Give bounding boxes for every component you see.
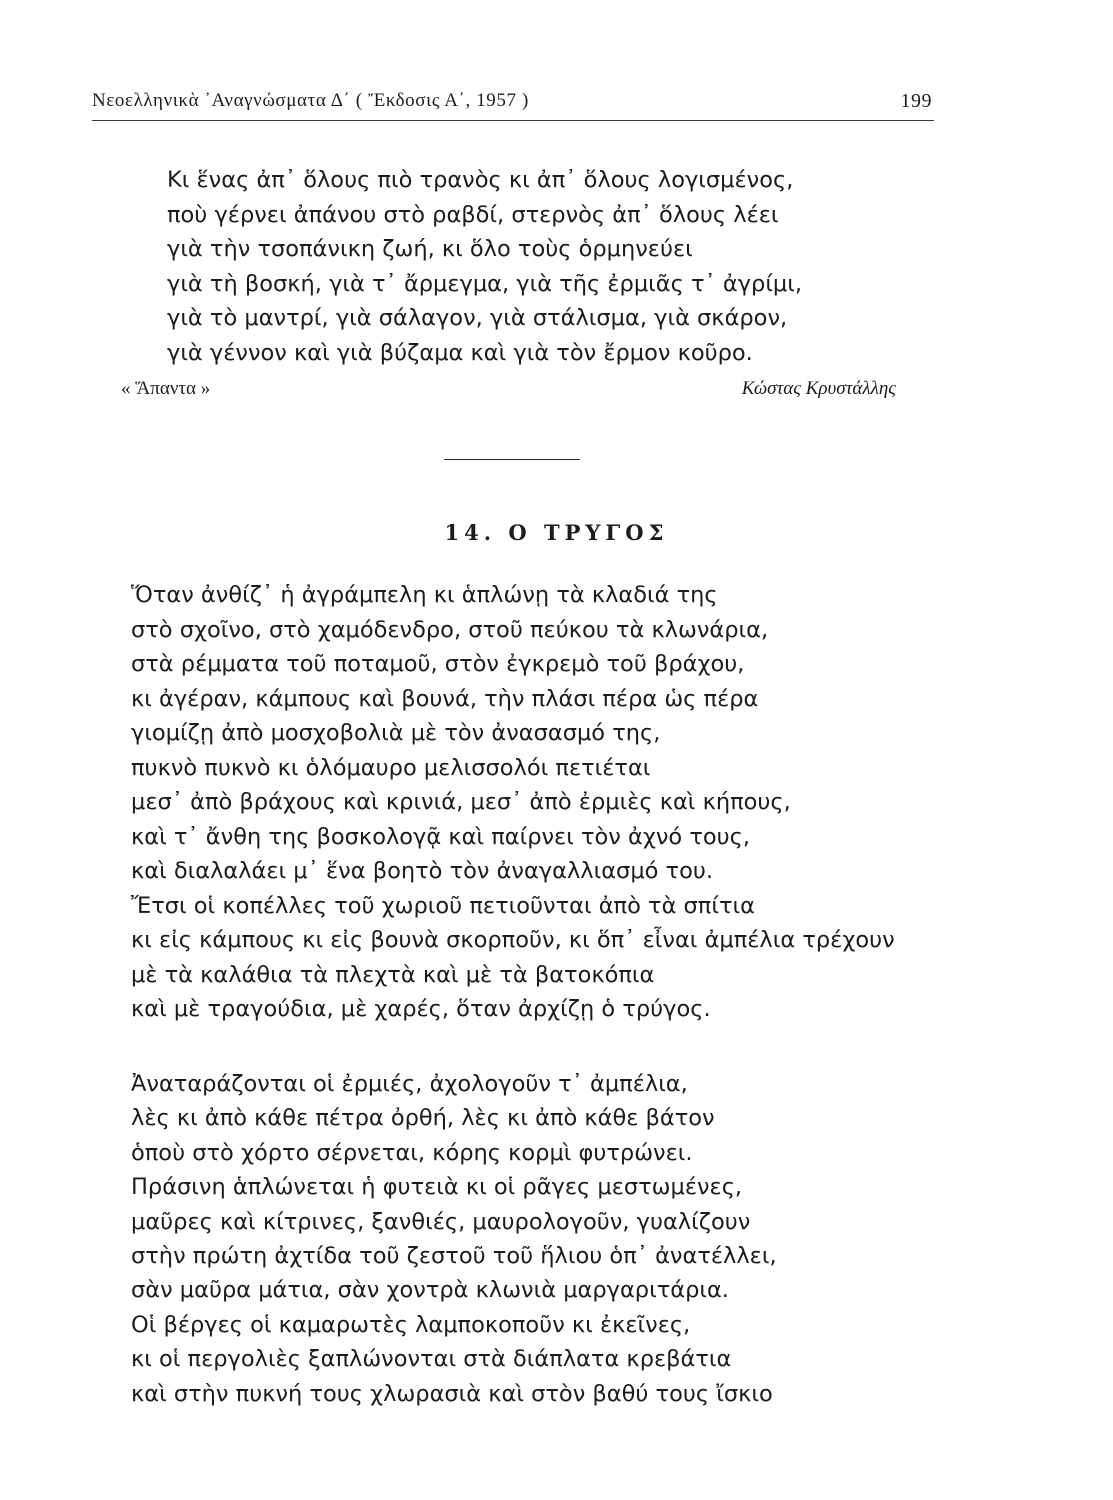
poem-line: καὶ τ᾿ ἄνθη της βοσκολογᾷ καὶ παίρνει τὸν ἀχνό τους,	[131, 823, 751, 850]
running-title: Νεοελληνικὰ ᾿Αναγνώσματα Δ΄ ( Ἔκδοσις Α΄, 1957 )	[92, 90, 529, 111]
poem-stanza-2	[131, 1067, 777, 1411]
page-header	[92, 86, 962, 126]
poem-line: στὴν πρώτη ἀχτίδα τοῦ ζεστοῦ τοῦ ἥλιου ὁπ᾿ ἀνατέλλει,	[131, 1242, 777, 1269]
source-title: « Ἅπαντα »	[121, 378, 211, 399]
poem-line: γιὰ τὴν τσοπάνικη ζωή, κι ὅλο τοὺς ὁρμηνεύει	[167, 236, 693, 262]
poem-line: γιὰ τὴ βοσκή, γιὰ τ᾿ ἄρμεγμα, γιὰ τῆς ἐρμιᾶς τ᾿ ἀγρίμι,	[167, 270, 803, 297]
poem-line: καὶ μὲ τραγούδια, μὲ χαρές, ὅταν ἀρχίζῃ ὁ τρύγος.	[131, 996, 711, 1022]
section-divider	[444, 459, 580, 460]
poem-line: πυκνὸ πυκνὸ κι ὁλόμαυρο μελισσολόι πετιέται	[131, 754, 651, 781]
poem-line: μεσ᾿ ἀπὸ βράχους καὶ κρινιά, μεσ᾿ ἀπὸ ἐρμιὲς καὶ κήπους,	[131, 789, 791, 815]
poem-line: γιομίζῃ ἀπὸ μοσχοβολιὰ μὲ τὸν ἀνασασμό της,	[131, 720, 661, 746]
poem-line: κι εἰς κάμπους κι εἰς βουνὰ σκορποῦν, κι ὅπ᾿ εἶναι ἀμπέλια τρέχουν	[131, 927, 895, 953]
poem-stanza-1	[131, 578, 895, 1027]
section-title: 14. Ο ΤΡΥΓΟΣ	[444, 520, 669, 545]
poem-line: μαῦρες καὶ κίτρινες, ξανθιές, μαυρολογοῦν, γυαλίζουν	[131, 1208, 751, 1235]
poem-line: Πράσινη ἁπλώνεται ἡ φυτειὰ κι οἱ ρᾶγες μεστωμένες,	[131, 1174, 743, 1201]
poem-line: ποὺ γέρνει ἀπάνου στὸ ραβδί, στερνὸς ἀπ᾿ ὅλους λέει	[167, 201, 779, 228]
poem-line: Ἔτσι οἱ κοπέλλες τοῦ χωριοῦ πετιοῦνται ἀπὸ τὰ σπίτια	[131, 892, 755, 919]
poem-line: γιὰ γέννον καὶ γιὰ βύζαμα καὶ γιὰ τὸν ἔρμον κοῦρο.	[167, 339, 753, 366]
author-name: Κώστας Κρυστάλλης	[741, 378, 896, 399]
poem-line: καὶ διαλαλάει μ᾿ ἕνα βοητὸ τὸν ἀναγαλλιασμό του.	[131, 858, 714, 884]
poem-line: καὶ στὴν πυκνή τους χλωρασιὰ καὶ στὸν βαθύ τους ἴσκιο	[131, 1380, 773, 1407]
poem-line: Ὅταν ἀνθίζ᾿ ἡ ἀγράμπελη κι ἁπλώνῃ τὰ κλαδιά της	[131, 582, 718, 608]
attribution	[121, 378, 896, 408]
header-rule	[92, 120, 934, 121]
poem-line: Κι ἕνας ἀπ᾿ ὅλους πιὸ τρανὸς κι ἀπ᾿ ὅλους λογισμένος,	[167, 167, 794, 193]
poem-line: γιὰ τὸ μαντρί, γιὰ σάλαγον, γιὰ στάλισμα, γιὰ σκάρον,	[167, 305, 788, 331]
page-number: 199	[900, 90, 932, 112]
poem-line: λὲς κι ἀπὸ κάθε πέτρα ὀρθή, λὲς κι ἀπὸ κάθε βάτον	[131, 1105, 715, 1132]
poem-line: Οἱ βέργες οἱ καμαρωτὲς λαμποκοποῦν κι ἐκεῖνες,	[131, 1311, 691, 1338]
poem-line: κι ἀγέραν, κάμπους καὶ βουνά, τὴν πλάσι πέρα ὡς πέρα	[131, 685, 759, 712]
first-poem	[167, 163, 802, 370]
poem-line: σὰν μαῦρα μάτια, σὰν χοντρὰ κλωνιὰ μαργαριτάρια.	[131, 1277, 729, 1304]
poem-line: ὁποὺ στὸ χόρτο σέρνεται, κόρης κορμὶ φυτρώνει.	[131, 1139, 693, 1166]
poem-line: μὲ τὰ καλάθια τὰ πλεχτὰ καὶ μὲ τὰ βατοκόπια	[131, 961, 655, 988]
poem-line: στὰ ρέμματα τοῦ ποταμοῦ, στὸν ἐγκρεμὸ τοῦ βράχου,	[131, 651, 745, 677]
poem-line: Ἀναταράζονται οἱ ἐρμιές, ἀχολογοῦν τ᾿ ἀμπέλια,	[131, 1071, 688, 1097]
poem-line: κι οἱ περγολιὲς ξαπλώνονται στὰ διάπλατα κρεβάτια	[131, 1346, 732, 1373]
poem-line: στὸ σχοῖνο, στὸ χαμόδενδρο, στοῦ πεύκου τὰ κλωνάρια,	[131, 616, 769, 643]
